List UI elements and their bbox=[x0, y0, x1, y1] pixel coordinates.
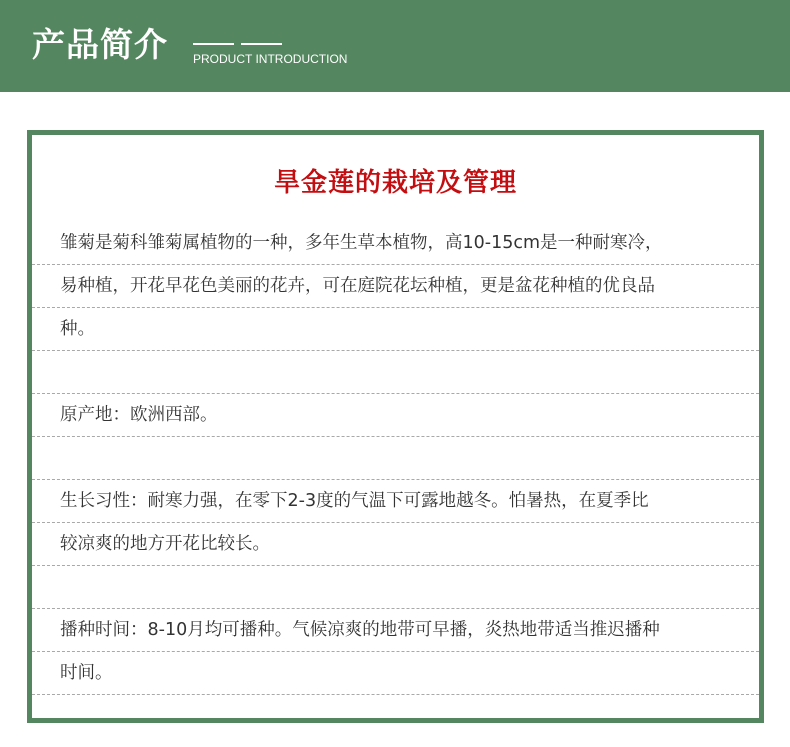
text-line: 易种植，开花早花色美丽的花卉，可在庭院花坛种植，更是盆花种植的优良品 bbox=[32, 265, 759, 308]
text-line: 生长习性：耐寒力强，在零下2-3度的气温下可露地越冬。怕暑热，在夏季比 bbox=[32, 480, 759, 523]
header-banner bbox=[0, 0, 790, 92]
text-line: 雏菊是菊科雏菊属植物的一种，多年生草本植物，高10-15cm是一种耐寒冷， bbox=[32, 222, 759, 265]
title-decoration-line bbox=[241, 43, 282, 45]
article-title: 旱金莲的栽培及管理 bbox=[273, 168, 517, 198]
text-line: 时间。 bbox=[32, 652, 759, 695]
article-body bbox=[32, 222, 759, 695]
text-line: 种。 bbox=[32, 308, 759, 351]
blank-line bbox=[32, 437, 759, 480]
blank-line bbox=[32, 566, 759, 609]
text-line: 播种时间：8-10月均可播种。气候凉爽的地带可早播，炎热地带适当推迟播种 bbox=[32, 609, 759, 652]
text-line: 原产地：欧洲西部。 bbox=[32, 394, 759, 437]
blank-line bbox=[32, 351, 759, 394]
text-line: 较凉爽的地方开花比较长。 bbox=[32, 523, 759, 566]
section-subtitle: PRODUCT INTRODUCTION bbox=[193, 52, 348, 66]
title-decoration-line bbox=[193, 43, 234, 45]
article-card bbox=[27, 130, 764, 723]
section-title: 产品简介 bbox=[32, 25, 168, 64]
